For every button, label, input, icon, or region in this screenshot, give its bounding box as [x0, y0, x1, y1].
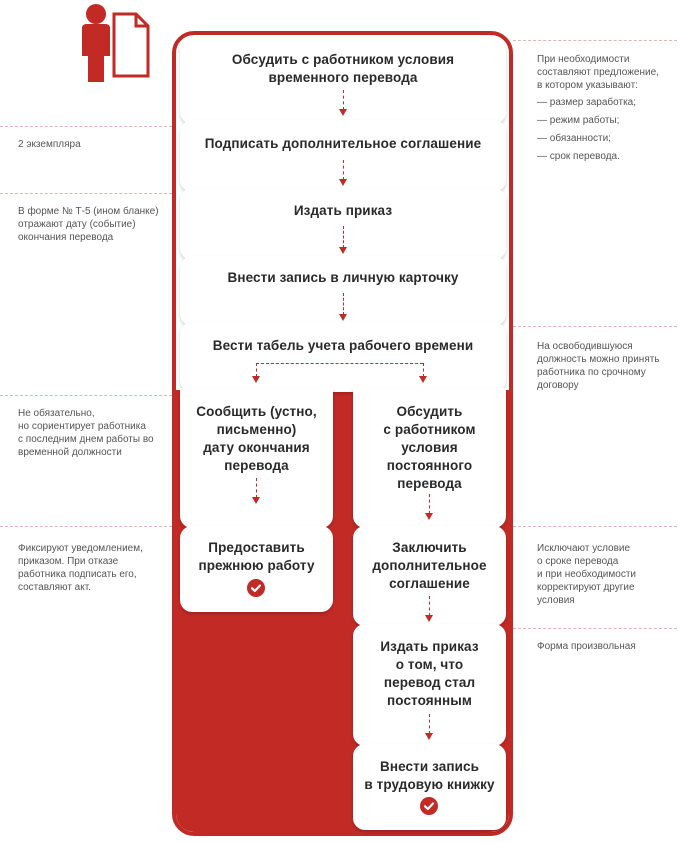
connector-line [513, 628, 677, 629]
connector-line [513, 526, 677, 527]
note-optional [18, 407, 154, 459]
note-line: работника по срочному [537, 367, 646, 378]
note-two-copies [18, 138, 81, 151]
flow-arrow [429, 494, 430, 514]
flow-arrow [343, 293, 344, 315]
step-sign-agreement [180, 135, 506, 153]
note-line: Фиксируют уведомлением, [18, 543, 143, 554]
step-discuss-permanent [353, 403, 506, 493]
step-line: прежнюю работу [198, 558, 315, 573]
step-line: соглашение [389, 576, 470, 591]
step-line: о том, что [395, 657, 464, 672]
note-line: Форма произвольная [537, 641, 636, 652]
connector-line [0, 193, 172, 194]
step-line: постоянным [387, 693, 472, 708]
note-line: — режим работы; [537, 115, 620, 126]
note-line: Исключают условие [537, 543, 631, 554]
flow-arrow [343, 226, 344, 248]
note-line: При необходимости [537, 54, 630, 65]
flow-arrow [429, 596, 430, 616]
step-line: Подписать дополнительное соглашение [204, 136, 482, 151]
step-line: Обсудить [396, 404, 463, 419]
step-permanent-order [353, 638, 506, 710]
note-line: с последним днем работы во [18, 434, 154, 445]
employee-document-icon [76, 2, 150, 82]
note-line: 2 экземпляра [18, 139, 81, 150]
step-line: Издать приказ [380, 639, 479, 654]
step-line: временного перевода [268, 70, 418, 85]
note-line: о сроке перевода [537, 556, 619, 567]
note-line: приказом. При отказе [18, 556, 119, 567]
step-work-book [353, 758, 506, 794]
flow-arrow [256, 478, 257, 498]
note-line: временной должности [18, 447, 122, 458]
note-line: условия [537, 595, 575, 606]
step-issue-order [180, 202, 506, 220]
note-line: окончания перевода [18, 232, 114, 243]
note-line: работника подписать его, [18, 569, 137, 580]
step-card-timesheet [180, 322, 506, 392]
step-line: письменно) [216, 422, 297, 437]
step-conclude-agreement [353, 539, 506, 593]
note-notice-fixation [18, 542, 143, 594]
note-line: но сориентирует работника [18, 421, 146, 432]
step-line: постоянного [386, 458, 473, 473]
note-line: — размер заработка; [537, 97, 637, 108]
note-line: в котором указывают: [537, 80, 638, 91]
branch-split-line [256, 363, 423, 364]
check-icon [420, 797, 438, 815]
connector-line [0, 126, 172, 127]
flow-arrow [256, 363, 257, 377]
flow-arrow [423, 363, 424, 377]
connector-line [513, 40, 677, 41]
note-line: В форме № Т-5 (ином бланке) [18, 206, 159, 217]
step-line: перевода [224, 458, 289, 473]
step-line: Обсудить с работником условия [231, 52, 455, 67]
step-personal-card [180, 269, 506, 287]
step-line: с работником [383, 422, 476, 437]
check-icon [247, 579, 265, 597]
connector-line [0, 395, 172, 396]
step-line: Сообщить (устно, [196, 404, 317, 419]
note-line: отражают дату (событие) [18, 219, 136, 230]
step-line: Заключить [392, 540, 467, 555]
note-free-form [537, 640, 636, 653]
step-timesheet [180, 337, 506, 355]
step-restore-job [180, 539, 333, 575]
step-line: дату окончания [203, 440, 310, 455]
note-line: составляют предложение, [537, 67, 659, 78]
note-line: — обязанности; [537, 133, 611, 144]
step-line: в трудовую книжку [364, 777, 495, 792]
connector-line [0, 526, 172, 527]
step-line: Издать приказ [293, 203, 393, 218]
note-line: должность можно принять [537, 354, 660, 365]
flow-arrow [429, 714, 430, 734]
step-line: перевод стал [383, 675, 476, 690]
step-notify-end-date [180, 403, 333, 475]
note-line: корректируют другие [537, 582, 635, 593]
step-line: дополнительное [372, 558, 487, 573]
flow-arrow [343, 160, 344, 180]
note-line: договору [537, 380, 579, 391]
note-exclude-term [537, 542, 636, 607]
note-vacant-position [537, 340, 660, 392]
step-line: Вести табель учета рабочего времени [212, 338, 474, 353]
step-line: Предоставить [208, 540, 305, 555]
step-line: Внести запись в личную карточку [227, 270, 459, 285]
step-line: условия [401, 440, 458, 455]
flow-arrow [343, 90, 344, 110]
step-line: Внести запись [379, 759, 479, 774]
step-discuss-temporary [180, 51, 506, 87]
note-line: составляют акт. [18, 582, 91, 593]
note-t5-form [18, 205, 159, 244]
note-line: — срок перевода. [537, 151, 620, 162]
step-line: перевода [397, 476, 462, 491]
note-line: На освободившуюся [537, 341, 633, 352]
note-proposal-conditions [537, 53, 659, 163]
connector-line [513, 326, 677, 327]
note-line: и при необходимости [537, 569, 636, 580]
note-line: Не обязательно, [18, 408, 95, 419]
